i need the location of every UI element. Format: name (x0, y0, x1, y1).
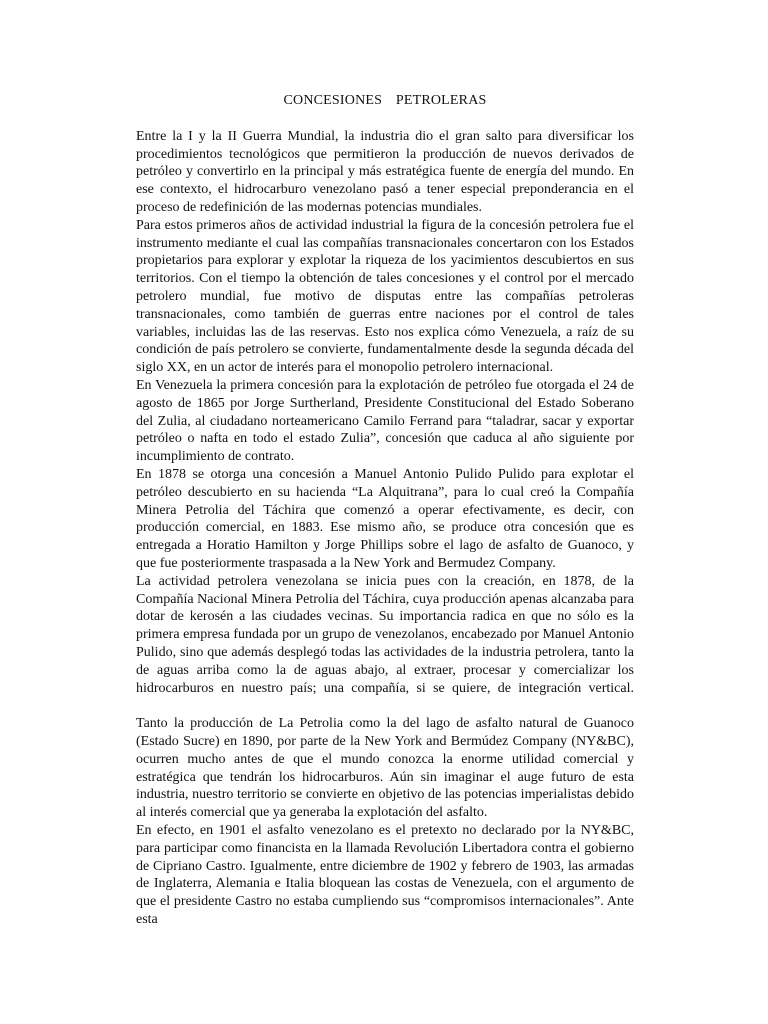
paragraph-1: Entre la I y la II Guerra Mundial, la industria dio el gran salto para diversificar los procedimientos tecnológicos que permitieron la producción de nuevos derivados de petróleo y convertirlo en la principal y más estratégica fuente de energía del mundo. En ese contexto, el hidrocarburo venezolano pasó a tener especial preponderancia en el proceso de redefinición de las modernas potencias mundiales. (136, 128, 634, 215)
document-title: CONCESIONES PETROLERAS (283, 93, 487, 108)
paragraph-7: En efecto, en 1901 el asfalto venezolano es el pretexto no declarado por la NY&BC, para participar como financista en la llamada Revolución Libertadora contra el gobierno de Cipriano Castro. Igualmente, entre diciembre de 1902 y febrero de 1903, las armadas de Inglaterra, Alemania e Italia bloquean las costas de Venezuela, con el argumento de que el presidente Castro no estaba cumpliendo sus “compromisos internacionales”. Ante esta (136, 823, 634, 928)
paragraph-6: Tanto la producción de La Petrolia como la del lago de asfalto natural de Guanoco (Estado Sucre) en 1890, por parte de la New York and Bermúdez Company (NY&BC), ocurren mucho antes de que el mundo conozca la enorme utilidad comercial y estratégica que tendrán los hidrocarburos. Aún sin imaginar el auge futuro de esta industria, nuestro territorio se convierte en objetivo de las potencias imperialistas debido al interés comercial que ya generaba la explotación del asfalto. (136, 716, 634, 821)
paragraph-3: En Venezuela la primera concesión para la explotación de petróleo fue otorgada el 24 de agosto de 1865 por Jorge Surtherland, Presidente Constitucional del Estado Soberano del Zulia, al ciudadano norteamericano Camilo Ferrand para “taladrar, sacar y exportar petróleo o nafta en todo el estado Zulia”, concesión que caduca al año siguiente por incumplimiento de contrato. (136, 377, 634, 465)
paragraph-4: En 1878 se otorga una concesión a Manuel Antonio Pulido Pulido para explotar el petróleo descubierto en su hacienda “La Alquitrana”, para lo cual creó la Compañía Minera Petrolia del Táchira que comenzó a operar efectivamente, es decir, con producción comercial, en 1883. Ese mismo año, se produce otra concesión que es entregada a Horatio Hamilton y Jorge Phillips sobre el lago de asfalto de Guanoco, y que fue posteriormente traspasada a la New York and Bermudez Company. (136, 466, 634, 571)
paragraph-5: La actividad petrolera venezolana se inicia pues con la creación, en 1878, de la Compañía Nacional Minera Petrolia del Táchira, cuya producción apenas alcanzaba para dotar de kerosén a las ciudades vecinas. Su importancia radica en que no sólo es la primera empresa fundada por un grupo de venezolanos, encabezado por Manuel Antonio Pulido, sino que además desplegó todas las actividades de la industria petrolera, tanto la de aguas arriba como la de aguas abajo, al extraer, procesar y comercializar los hidrocarburos en nuestro país; una compañía, si se quiere, de integración vertical. (136, 573, 634, 696)
paragraph-gap (136, 697, 634, 715)
document-page (136, 92, 634, 929)
paragraph-2: Para estos primeros años de actividad industrial la figura de la concesión petrolera fue el instrumento mediante el cual las compañías transnacionales concertaron con los Estados propietarios para explorar y explotar la riqueza de los yacimientos descubiertos en sus territorios. Con el tiempo la obtención de tales concesiones y el control por el mercado petrolero mundial, fue motivo de disputas entre las compañías petroleras transnacionales, como también de guerras entre naciones por el control de tales variables, incluidas las de las reservas. Esto nos explica cómo Venezuela, a raíz de su condición de país petrolero se convierte, fundamentalmente desde la segunda década del siglo XX, en un actor de interés para el monopolio petrolero internacional. (136, 217, 634, 376)
